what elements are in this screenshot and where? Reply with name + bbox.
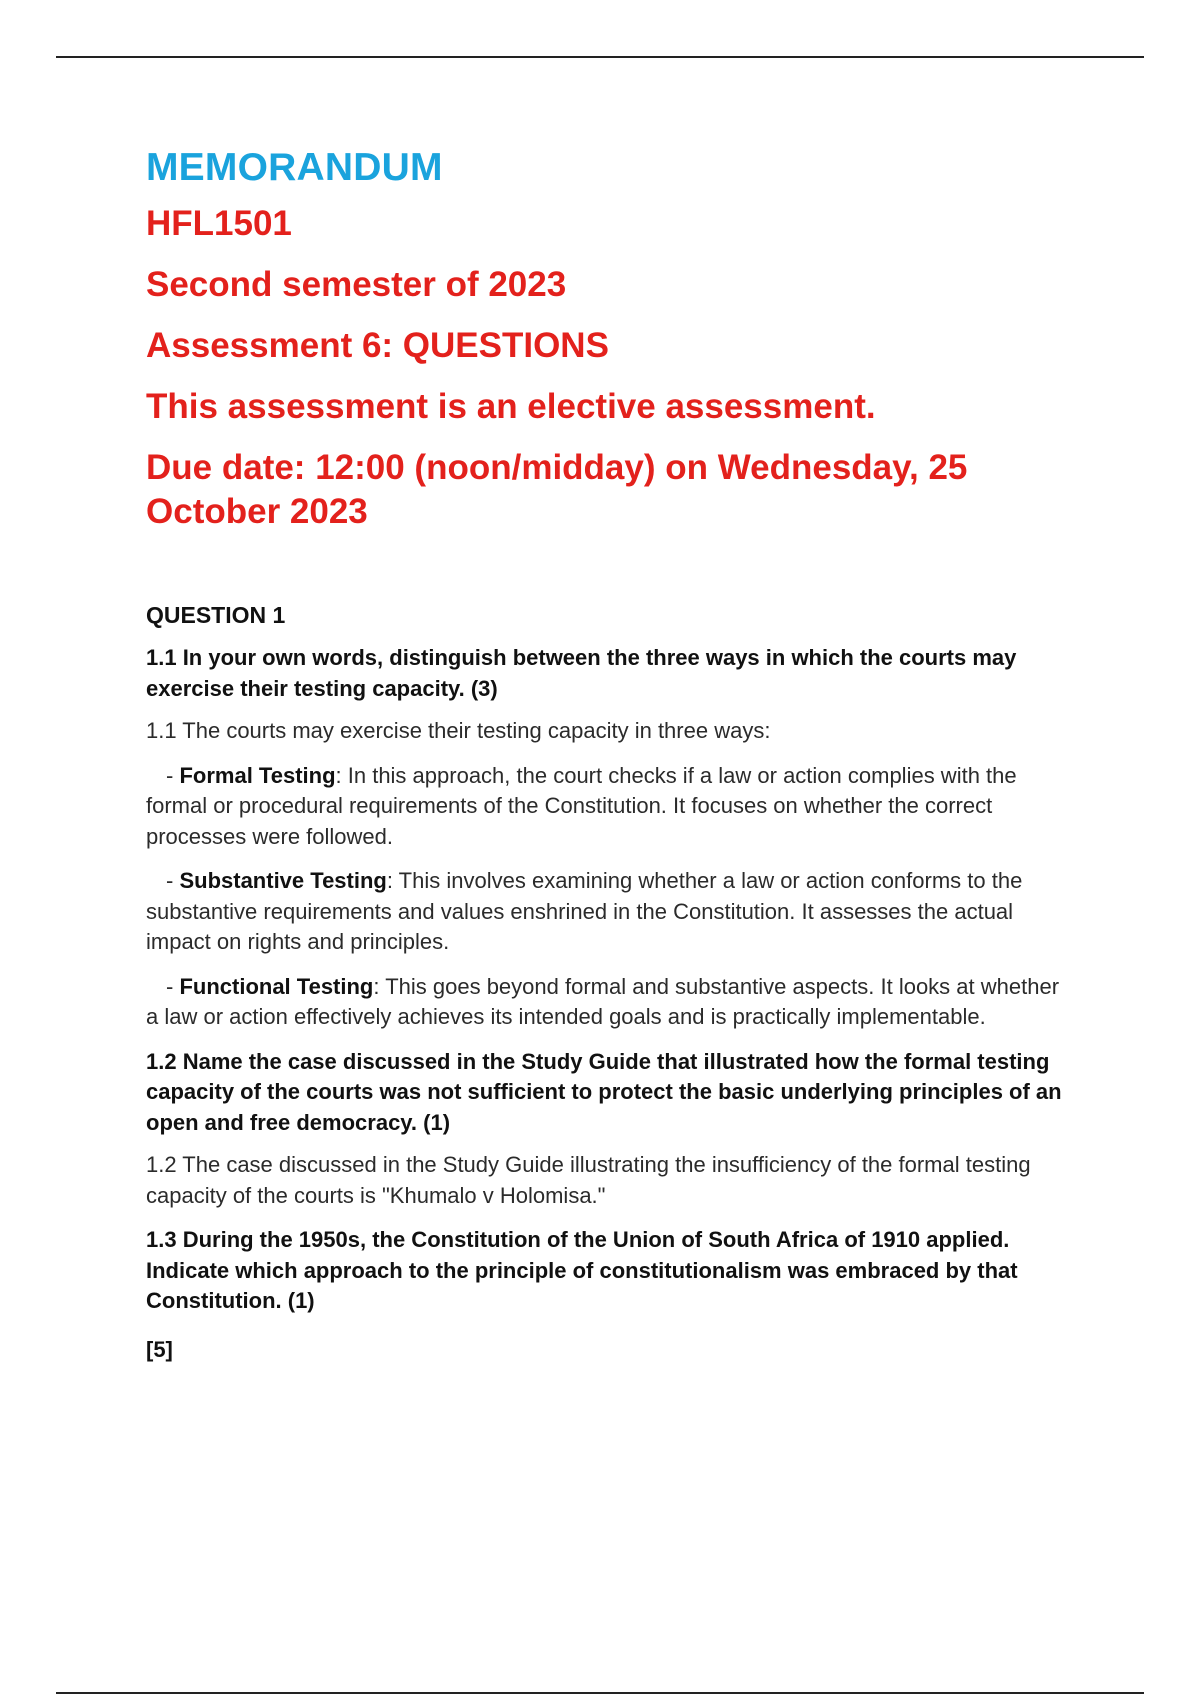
assessment-title: Assessment 6: QUESTIONS — [146, 326, 609, 365]
bullet-text: : This involves examining whether a law or action conforms to the substantive requirements and values enshrined in the Constitution. It assesses the actual impact on rights and principles. — [146, 868, 1023, 954]
question-1-2: 1.2 Name the case discussed in the Study Guide that illustrated how the formal testing capacity of the courts was not sufficient to protect the basic underlying principles of an open and free democracy. (1) — [146, 1048, 1062, 1135]
bullet-term: Formal Testing — [179, 762, 336, 788]
bullet-term: Functional Testing — [179, 973, 374, 999]
answer-1-2: 1.2 The case discussed in the Study Guide illustrating the insufficiency of the formal testing capacity of the courts is "Khumalo v Holomisa." — [146, 1152, 1031, 1208]
course-code: HFL1501 — [146, 204, 292, 243]
answer-bullet-substantive — [146, 866, 1076, 958]
total-marks: [5] — [146, 1336, 173, 1362]
semester: Second semester of 2023 — [146, 265, 567, 304]
memo-title: MEMORANDUM — [146, 146, 443, 189]
question-1-3: 1.3 During the 1950s, the Constitution of the Union of South Africa of 1910 applied. Indicate which approach to the principle of constitutionalism was embraced by that Constitution. (1) — [146, 1227, 1018, 1313]
bullet-text: : In this approach, the court checks if a law or action complies with the formal or procedural requirements of the Constitution. It focuses on whether the correct processes were followed. — [146, 762, 1017, 849]
elective-note: This assessment is an elective assessment. — [146, 387, 876, 426]
bullet-prefix: - — [166, 973, 180, 999]
question-1-title: QUESTION 1 — [146, 602, 286, 628]
answer-bullet-formal — [146, 761, 1076, 853]
top-rule — [56, 56, 1144, 58]
bullet-term: Substantive Testing — [179, 868, 387, 893]
question-1-1: 1.1 In your own words, distinguish between the three ways in which the courts may exercise their testing capacity. (3) — [146, 645, 1017, 701]
bullet-text: : This goes beyond formal and substantive aspects. It looks at whether a law or action effectively achieves its intended goals and is practically implementable. — [146, 973, 1060, 1029]
bullet-prefix: - — [166, 868, 180, 893]
due-date: Due date: 12:00 (noon/midday) on Wednesday, 25 October 2023 — [146, 448, 968, 531]
answer-1-1-intro: 1.1 The courts may exercise their testing capacity in three ways: — [146, 718, 771, 743]
document-body — [146, 140, 1076, 1365]
bullet-prefix: - — [166, 762, 180, 788]
answer-bullet-functional — [146, 972, 1076, 1033]
bottom-rule — [56, 1692, 1144, 1694]
